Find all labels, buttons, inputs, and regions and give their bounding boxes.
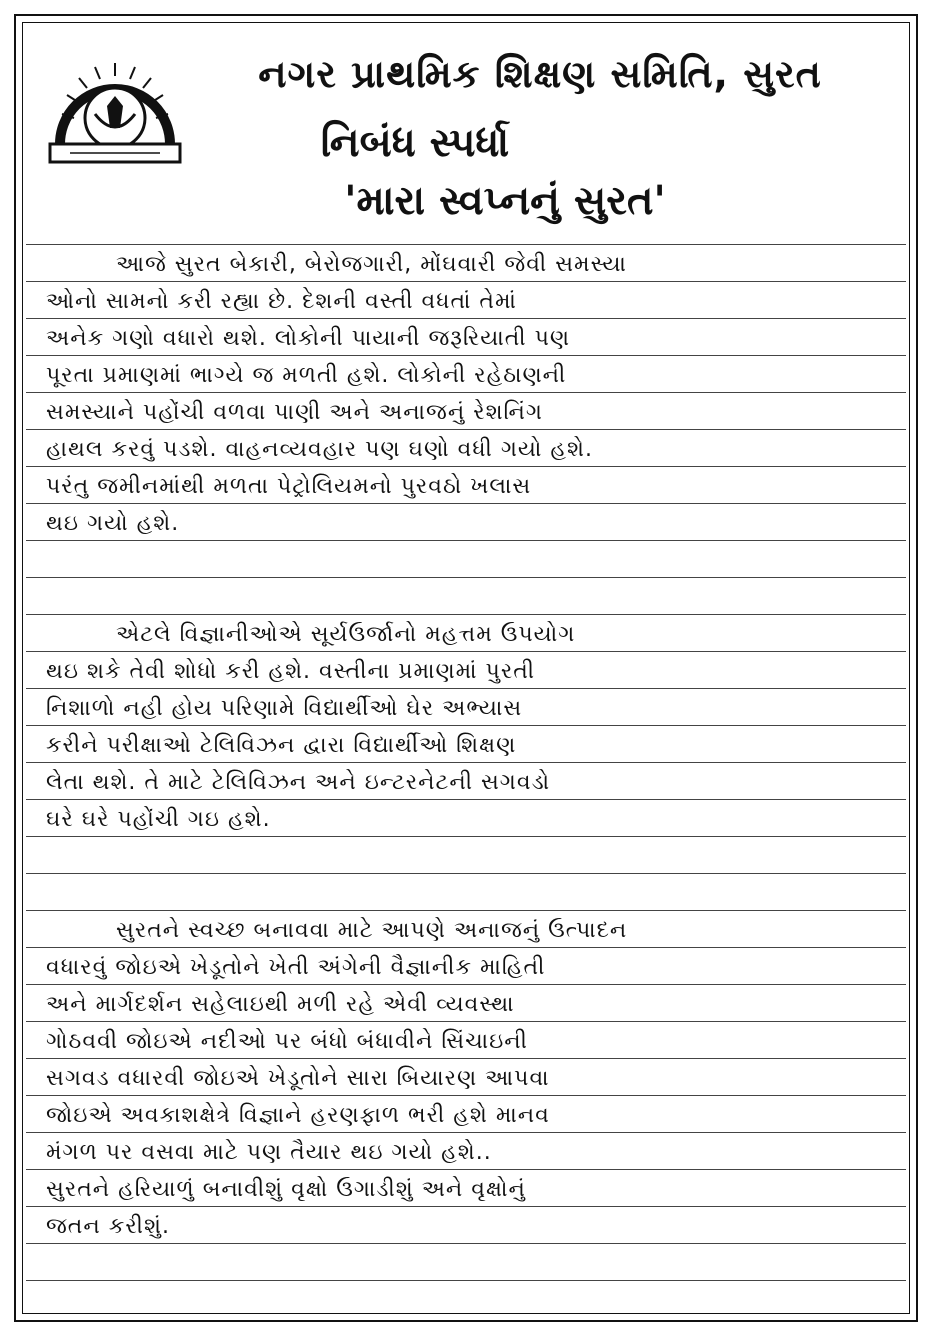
- ruled-line: [26, 466, 906, 467]
- essay-body: [26, 240, 906, 1316]
- essay-line: સુરતને હરિયાળું બનાવીશું વૃક્ષો ઉગાડીશું અને વૃક્ષોનું: [46, 1177, 526, 1202]
- essay-line: કરીને પરીક્ષાઓ ટેલિવિઝન દ્વારા વિદ્યાર્થીઓ શિક્ષણ: [46, 733, 517, 758]
- competition-subtitle: નિબંધ સ્પર્ધા: [320, 120, 510, 166]
- ruled-line: [26, 614, 906, 615]
- essay-line: સમસ્યાને પહોંચી વળવા પાણી અને અનાજનું રેશનિંગ: [46, 400, 543, 425]
- ruled-line: [26, 688, 906, 689]
- ruled-line: [26, 1206, 906, 1207]
- ruled-line: [26, 244, 906, 245]
- essay-title: 'મારા સ્વપ્નનું સુરત': [344, 178, 666, 224]
- ruled-line: [26, 984, 906, 985]
- ruled-line: [26, 429, 906, 430]
- essay-line: પરંતુ જમીનમાંથી મળતા પેટ્રોલિયમનો પુરવઠો ખલાસ: [46, 474, 532, 499]
- ruled-line: [26, 1243, 906, 1244]
- ruled-line: [26, 577, 906, 578]
- ruled-line: [26, 318, 906, 319]
- ruled-line: [26, 1095, 906, 1096]
- ruled-line: [26, 762, 906, 763]
- essay-line: મંગળ પર વસવા માટે પણ તૈયાર થઇ ગયો હશે..: [46, 1140, 492, 1165]
- ruled-line: [26, 947, 906, 948]
- ruled-line: [26, 1058, 906, 1059]
- essay-line: ઘરે ઘરે પહોંચી ગઇ હશે.: [46, 807, 271, 832]
- essay-line: એટલે વિજ્ઞાનીઓએ સૂર્યઉર્જાનો મહત્તમ ઉપયોગ: [116, 622, 576, 647]
- essay-line: અને માર્ગદર્શન સહેલાઇથી મળી રહે એવી વ્યવસ્થા: [46, 992, 515, 1017]
- ruled-line: [26, 392, 906, 393]
- essay-line: લેતા થશે. તે માટે ટેલિવિઝન અને ઇન્ટરનેટની સગવડો: [46, 770, 551, 795]
- essay-line: પૂરતા પ્રમાણમાં ભાગ્યે જ મળતી હશે. લોકોની રહેઠાણની: [46, 363, 567, 388]
- ruled-line: [26, 725, 906, 726]
- ruled-line: [26, 281, 906, 282]
- ruled-line: [26, 1280, 906, 1281]
- essay-line: થઇ ગયો હશે.: [46, 511, 180, 536]
- ruled-line: [26, 873, 906, 874]
- ruled-line: [26, 651, 906, 652]
- essay-line: ઓનો સામનો કરી રહ્યા છે. દેશની વસ્તી વધતાં તેમાં: [46, 289, 517, 314]
- ruled-line: [26, 1021, 906, 1022]
- essay-line: નિશાળો નહી હોય પરિણામે વિદ્યાર્થીઓ ઘેર અભ્યાસ: [46, 696, 523, 721]
- essay-line: સુરતને સ્વચ્છ બનાવવા માટે આપણે અનાજનું ઉત્પાદન: [116, 918, 628, 943]
- ruled-line: [26, 1169, 906, 1170]
- school-board-emblem-icon: [40, 48, 190, 174]
- ruled-line: [26, 1132, 906, 1133]
- essay-line: જતન કરીશું.: [46, 1214, 170, 1239]
- essay-line: આજે સુરત બેકારી, બેરોજગારી, મોંઘવારી જેવી સમસ્યા: [116, 252, 627, 277]
- essay-line: થઇ શકે તેવી શોધો કરી હશે. વસ્તીના પ્રમાણમાં પુરતી: [46, 659, 536, 684]
- essay-line: સગવડ વધારવી જોઇએ ખેડૂતોને સારા બિયારણ આપવા: [46, 1066, 550, 1091]
- ruled-line: [26, 503, 906, 504]
- essay-line: વધારવું જોઇએ ખેડૂતોને ખેતી અંગેની વૈજ્ઞાનીક માહિતી: [46, 955, 546, 980]
- essay-line: જોઇએ અવકાશક્ષેત્રે વિજ્ઞાને હરણફાળ ભરી હશે માનવ: [46, 1103, 550, 1128]
- ruled-line: [26, 355, 906, 356]
- essay-line: ગોઠવવી જોઇએ નદીઓ પર બંધો બંધાવીને સિંચાઇની: [46, 1029, 528, 1054]
- page-title: નગર પ્રાથમિક શિક્ષણ સમિતિ, સુરત: [258, 52, 822, 96]
- essay-line: હાથલ કરવું પડશે. વાહનવ્યવહાર પણ ઘણો વધી ગયો હશે.: [46, 437, 593, 462]
- essay-line: અનેક ગણો વધારો થશે. લોકોની પાયાની જરૂરિયાતી પણ: [46, 326, 571, 351]
- ruled-line: [26, 836, 906, 837]
- ruled-line: [26, 799, 906, 800]
- ruled-line: [26, 910, 906, 911]
- ruled-line: [26, 540, 906, 541]
